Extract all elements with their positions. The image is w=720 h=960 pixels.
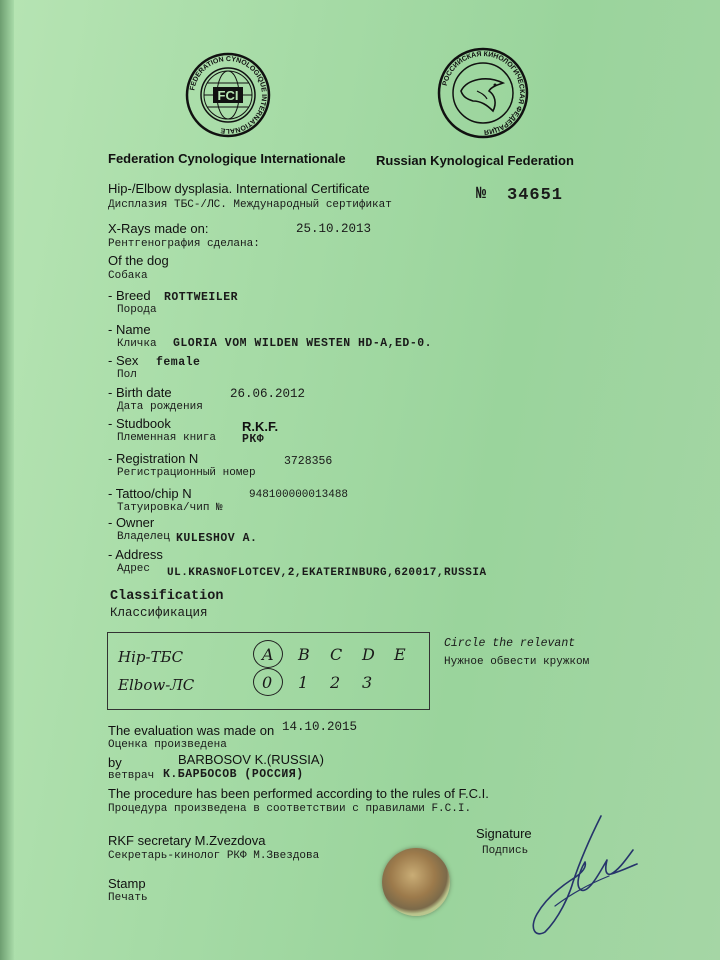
evaluation-date: 14.10.2015 (282, 720, 358, 734)
page-edge-shadow (0, 0, 14, 960)
studbook-value-ru: РКФ (242, 433, 265, 446)
sex-value: female (156, 356, 201, 369)
elbow-grade-3: 3 (362, 673, 373, 692)
dog-label-ru: Собака (108, 270, 148, 282)
hip-label: Hip-ТБС (118, 648, 184, 666)
signature-label-ru: Подпись (482, 845, 529, 857)
address-label-en: - Address (108, 547, 163, 562)
studbook-label-ru: Племенная книга (117, 432, 217, 444)
vet-name-en: BARBOSOV K.(RUSSIA) (178, 752, 324, 767)
studbook-value-en: R.K.F. (242, 419, 279, 434)
owner-label-en: - Owner (108, 515, 155, 530)
stamp-label-ru: Печать (108, 892, 148, 904)
hip-grade-a: A (262, 645, 274, 664)
certificate-number: 34651 (507, 186, 564, 205)
certificate-number-sign: № (476, 185, 487, 204)
signature-mark (515, 810, 645, 940)
evaluation-label-en: The evaluation was made on (108, 723, 275, 738)
birth-label-ru: Дата рождения (117, 401, 203, 413)
name-value: GLORIA VOM WILDEN WESTEN HD-A,ED-0. (173, 337, 433, 350)
elbow-label: Elbow-ЛС (118, 676, 195, 694)
rkf-logo (437, 47, 529, 139)
xrays-label-ru: Рентгенография сделана: (108, 238, 260, 250)
registration-label-ru: Регистрационный номер (117, 467, 256, 479)
owner-label-ru: Владелец (117, 531, 170, 543)
rkf-ring-text: РОССИЙСКАЯ КИНОЛОГИЧЕСКАЯ ФЕДЕРАЦИЯ (441, 50, 526, 136)
hip-grade-b: B (298, 645, 310, 664)
xrays-date: 25.10.2013 (296, 222, 372, 236)
xrays-label-en: X-Rays made on: (108, 221, 209, 236)
sex-label-ru: Пол (117, 369, 137, 381)
hip-grade-d: D (362, 645, 375, 664)
fci-logo-text: FCI (217, 88, 239, 103)
tattoo-value: 948100000013488 (249, 489, 349, 501)
registration-value: 3728356 (284, 455, 333, 468)
name-label-en: - Name (108, 322, 151, 337)
procedure-ru: Процедура произведена в соответствии с правилами F.C.I. (108, 803, 472, 815)
fci-name: Federation Cynologique Internationale (108, 151, 346, 166)
owner-value: KULESHOV A. (176, 532, 258, 545)
name-label-ru: Кличка (117, 338, 157, 350)
elbow-grade-2: 2 (330, 673, 341, 692)
breed-label-en: - Breed (108, 288, 151, 303)
breed-value: ROTTWEILER (164, 291, 239, 304)
address-label-ru: Адрес (117, 563, 151, 575)
certificate-title-en: Hip-/Elbow dysplasia. International Certificate (108, 181, 370, 196)
classification-title-ru: Классификация (110, 606, 208, 620)
signature-label-en: Signature (476, 826, 532, 841)
by-label-en: by (108, 755, 122, 770)
secretary-ru: Секретарь-кинолог РКФ М.Звездова (108, 850, 320, 862)
elbow-grade-0: 0 (262, 673, 273, 692)
breed-label-ru: Порода (117, 304, 157, 316)
certificate-title-ru: Дисплазия ТБС-/ЛС. Международный сертификат (108, 199, 392, 211)
stamp-label-en: Stamp (108, 876, 146, 891)
studbook-label-en: - Studbook (108, 416, 171, 431)
tattoo-label-en: - Tattoo/chip N (108, 486, 192, 501)
procedure-en: The procedure has been performed according to the rules of F.C.I. (108, 786, 489, 801)
fci-ring-text: FEDERATION CYNOLOGIQUE INTERNATIONALE (189, 55, 268, 135)
birth-label-en: - Birth date (108, 385, 172, 400)
birth-value: 26.06.2012 (230, 387, 306, 401)
registration-label-en: - Registration N (108, 451, 199, 466)
circle-note-en: Circle the relevant (444, 637, 576, 650)
hip-grade-c: C (330, 645, 343, 664)
hologram-stamp (382, 848, 450, 916)
classification-title-en: Classification (110, 589, 224, 604)
fci-logo (185, 52, 271, 138)
hip-grade-e: E (394, 645, 406, 664)
rkf-name: Russian Kynological Federation (376, 153, 574, 168)
by-label-ru: ветврач (108, 770, 155, 782)
elbow-grade-1: 1 (298, 673, 309, 692)
tattoo-label-ru: Татуировка/чип № (117, 502, 223, 514)
evaluation-label-ru: Оценка произведена (108, 739, 227, 751)
dog-label-en: Of the dog (108, 253, 169, 268)
secretary-en: RKF secretary M.Zvezdova (108, 833, 266, 848)
circle-note-ru: Нужное обвести кружком (444, 656, 590, 668)
vet-name-ru: К.БАРБОСОВ (РОССИЯ) (163, 768, 304, 781)
sex-label-en: - Sex (108, 353, 139, 368)
address-value: UL.KRASNOFLOTCEV,2,EKATERINBURG,620017,RUSSIA (167, 567, 487, 579)
